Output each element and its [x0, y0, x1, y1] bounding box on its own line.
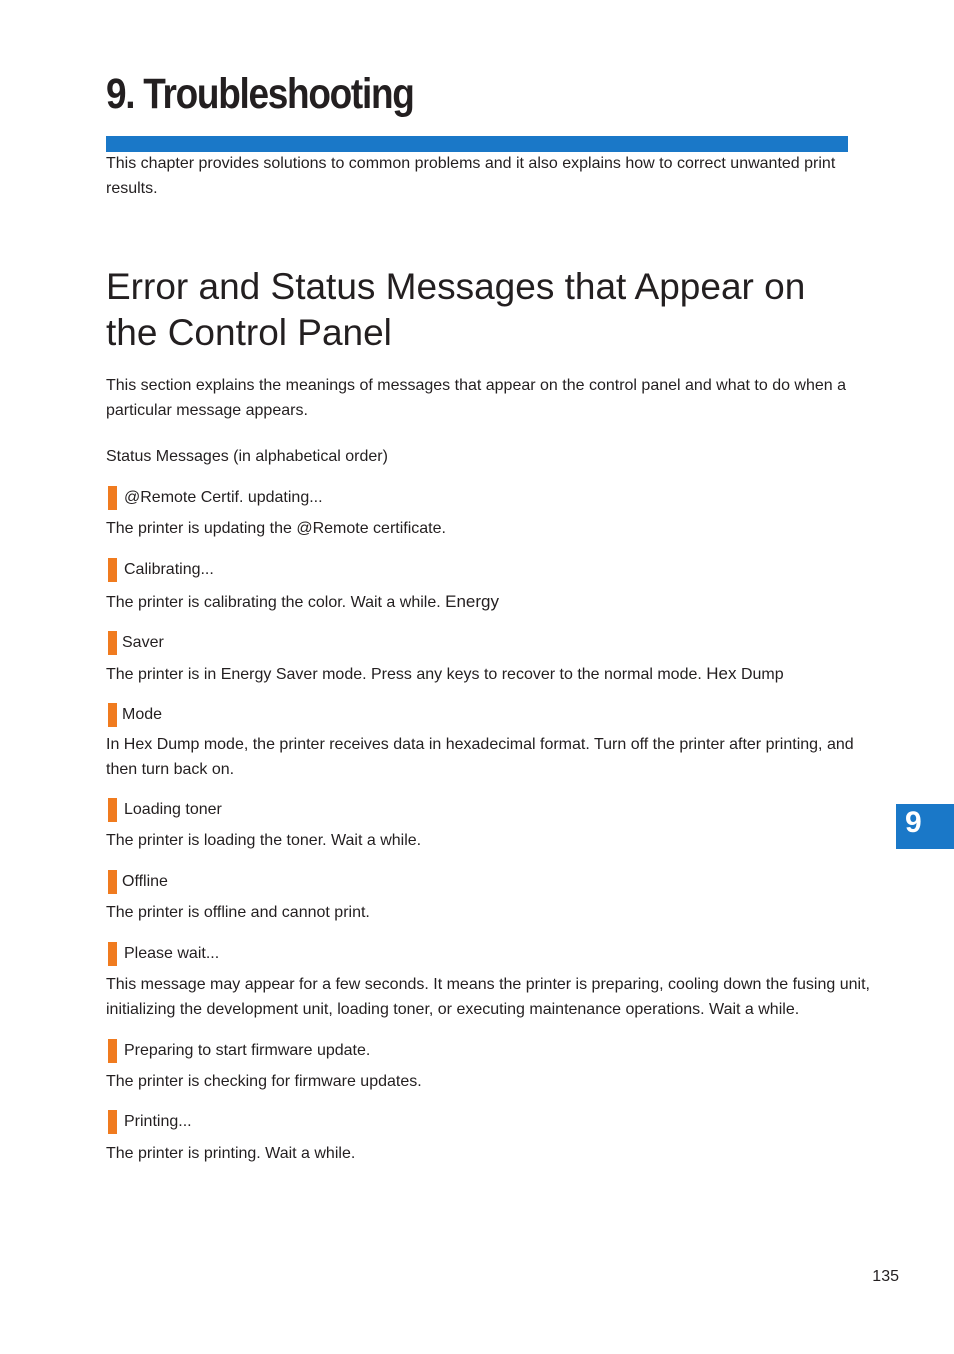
- message-description: [106, 590, 866, 616]
- message-description: In Hex Dump mode, the printer receives data in hexadecimal format. Turn off the printer after printing, and then turn back on.: [106, 736, 854, 778]
- message-heading: [108, 941, 219, 967]
- message-description: This message may appear for a few seconds. It means the printer is preparing, cooling down the fusing unit, initializing the development unit, loading toner, or executing maintenance operations. Wait a while.: [106, 976, 870, 1018]
- message-heading: [108, 557, 214, 583]
- message-heading-label: @Remote Certif. updating...: [124, 489, 323, 506]
- message-heading: [108, 702, 162, 728]
- message-trailing-text: Hex: [706, 664, 737, 683]
- message-heading-label: Saver: [122, 634, 164, 651]
- message-heading: [108, 630, 164, 656]
- message-description: The printer is loading the toner. Wait a while.: [106, 832, 422, 849]
- message-heading-label: Preparing to start firmware update.: [124, 1042, 371, 1059]
- status-list-heading: Status Messages (in alphabetical order): [106, 448, 388, 465]
- message-heading-label: Please wait...: [124, 945, 220, 962]
- heading-marker-icon: [108, 870, 117, 894]
- heading-marker-icon: [108, 798, 117, 822]
- heading-marker-icon: [108, 1110, 117, 1134]
- message-heading: [108, 869, 168, 895]
- message-heading-label: Mode: [122, 706, 163, 723]
- heading-marker-icon: [108, 486, 117, 510]
- page-number: 135: [872, 1268, 899, 1285]
- message-description: The printer is printing. Wait a while.: [106, 1145, 356, 1162]
- heading-marker-icon: [108, 631, 117, 655]
- message-heading-label: Printing...: [124, 1113, 192, 1130]
- message-description: The printer is updating the @Remote certificate.: [106, 520, 446, 537]
- message-heading: [108, 797, 222, 823]
- chapter-intro: This chapter provides solutions to common problems and it also explains how to correct unwanted print results.: [106, 155, 836, 197]
- message-heading: [108, 1109, 192, 1135]
- message-trailing-text: Dump: [740, 666, 784, 683]
- heading-marker-icon: [108, 942, 117, 966]
- chapter-tab: 9: [896, 804, 954, 849]
- heading-marker-icon: [108, 703, 117, 727]
- message-heading: [108, 485, 323, 511]
- heading-marker-icon: [108, 1039, 117, 1063]
- chapter-title-bar: [106, 136, 848, 152]
- message-heading-label: Loading toner: [124, 801, 222, 818]
- chapter-title: 9. Troubleshooting: [106, 70, 414, 118]
- message-description-text: The printer is in Energy Saver mode. Press any keys to recover to the normal mode.: [106, 666, 702, 683]
- message-heading: [108, 1038, 370, 1064]
- message-description: [106, 662, 866, 688]
- message-heading-label: Calibrating...: [124, 561, 214, 578]
- message-description: The printer is checking for firmware updates.: [106, 1073, 422, 1090]
- section-intro: This section explains the meanings of messages that appear on the control panel and what to do when a particular message appears.: [106, 377, 847, 419]
- section-title: Error and Status Messages that Appear on the Control Panel: [106, 266, 806, 353]
- heading-marker-icon: [108, 558, 117, 582]
- message-trailing-text: Energy: [445, 592, 499, 611]
- message-description-text: The printer is calibrating the color. Wait a while.: [106, 594, 441, 611]
- message-heading-label: Offline: [122, 873, 168, 890]
- message-description: The printer is offline and cannot print.: [106, 904, 370, 921]
